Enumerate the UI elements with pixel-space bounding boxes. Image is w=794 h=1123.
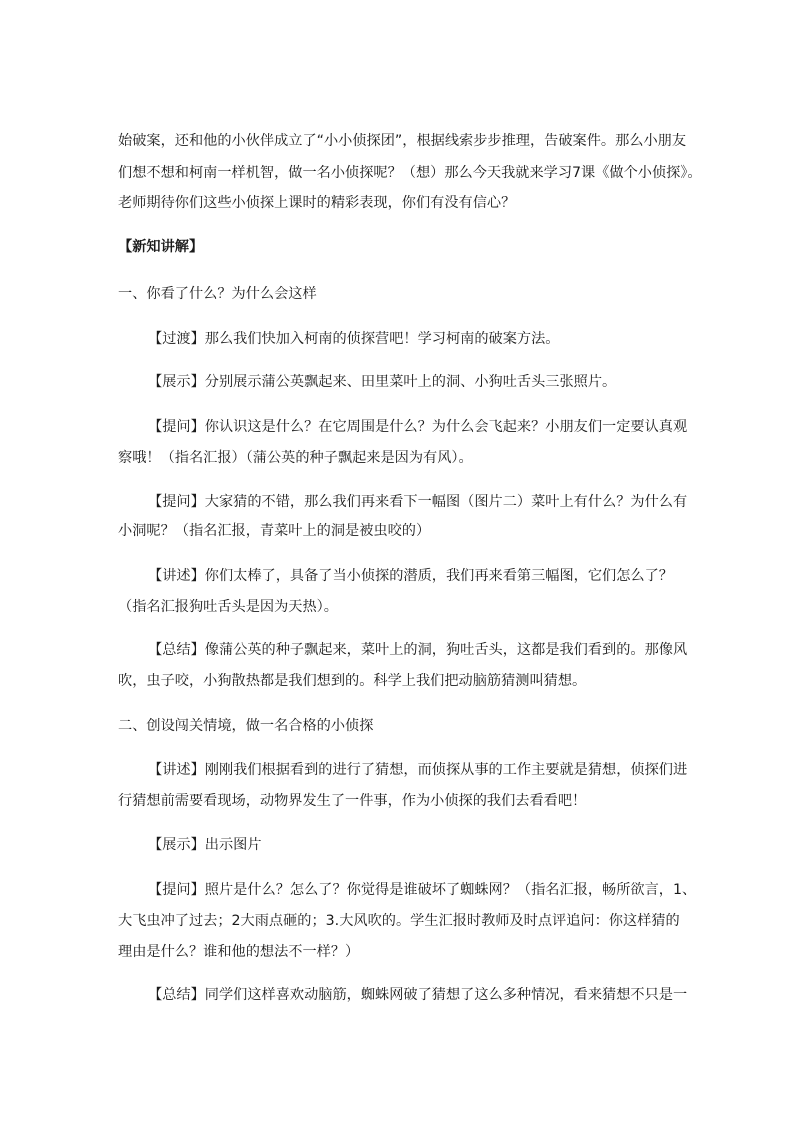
section2-narrate-line1: 【讲述】刚刚我们根据看到的进行了猜想，而侦探从事的工作主要就是猜想，侦探们进: [148, 762, 688, 778]
section1-transition: 【过渡】那么我们快加入柯南的侦探营吧！学习柯南的破案方法。: [148, 331, 560, 347]
section1-question2-line1: 【提问】大家猜的不错，那么我们再来看下一幅图（图片二）菜叶上有什么？为什么有: [148, 494, 688, 510]
section1-question1-line2: 察哦！（指名汇报）（蒲公英的种子飘起来是因为有风）。: [118, 450, 473, 466]
section2-question-line1: 【提问】照片是什么？怎么了？你觉得是谁破坏了蜘蛛网？（指名汇报，畅所欲言，1、: [148, 882, 697, 898]
section2-question-line3: 理由是什么？谁和他的想法不一样？）: [118, 944, 360, 960]
intro-line-2: 们想不想和柯南一样机智，做一名小侦探呢？（想）那么今天我就来学习7课《做个小侦探》。: [118, 165, 702, 181]
section-heading: 【新知讲解】: [118, 239, 204, 255]
section2-display: 【展示】出示图片: [148, 837, 262, 853]
section2-title: 二、创设闯关情境，做一名合格的小侦探: [118, 718, 374, 734]
intro-line-3: 老师期待你们这些小侦探上课时的精彩表现，你们有没有信心？: [118, 195, 516, 211]
section1-narrate-line1: 【讲述】你们太棒了，具备了当小侦探的潜质，我们再来看第三幅图，它们怎么了？: [148, 568, 673, 584]
section2-summary-line1: 【总结】同学们这样喜欢动脑筋，蜘蛛网破了猜想了这么多种情况，看来猜想不只是一: [148, 987, 688, 1003]
section1-summary-line2: 吹，虫子咬，小狗散热都是我们想到的。科学上我们把动脑筋猜测叫猜想。: [118, 673, 587, 689]
section1-title: 一、你看了什么？为什么会这样: [118, 286, 317, 302]
section1-question1-line1: 【提问】你认识这是什么？在它周围是什么？为什么会飞起来？小朋友们一定要认真观: [148, 419, 688, 435]
section2-narrate-line2: 行猜想前需要看现场，动物界发生了一件事，作为小侦探的我们去看看吧！: [118, 793, 587, 809]
section1-narrate-line2: （指名汇报狗吐舌头是因为天热）。: [118, 599, 338, 615]
section1-display: 【展示】分别展示蒲公英飘起来、田里菜叶上的洞、小狗吐舌头三张照片。: [148, 374, 617, 390]
intro-line-1: 始破案，还和他的小伙伴成立了“小小侦探团”，根据线索步步推理，告破案件。那么小朋友: [118, 133, 687, 149]
section1-summary-line1: 【总结】像蒲公英的种子飘起来，菜叶上的洞，狗吐舌头，这都是我们看到的。那像风: [148, 642, 688, 658]
section2-question-line2: 大飞虫冲了过去；2大雨点砸的；3.大风吹的。学生汇报时教师及时点评追问：你这样猜的: [118, 913, 680, 929]
section1-question2-line2: 小洞呢？（指名汇报，青菜叶上的洞是被虫咬的）: [118, 523, 431, 539]
